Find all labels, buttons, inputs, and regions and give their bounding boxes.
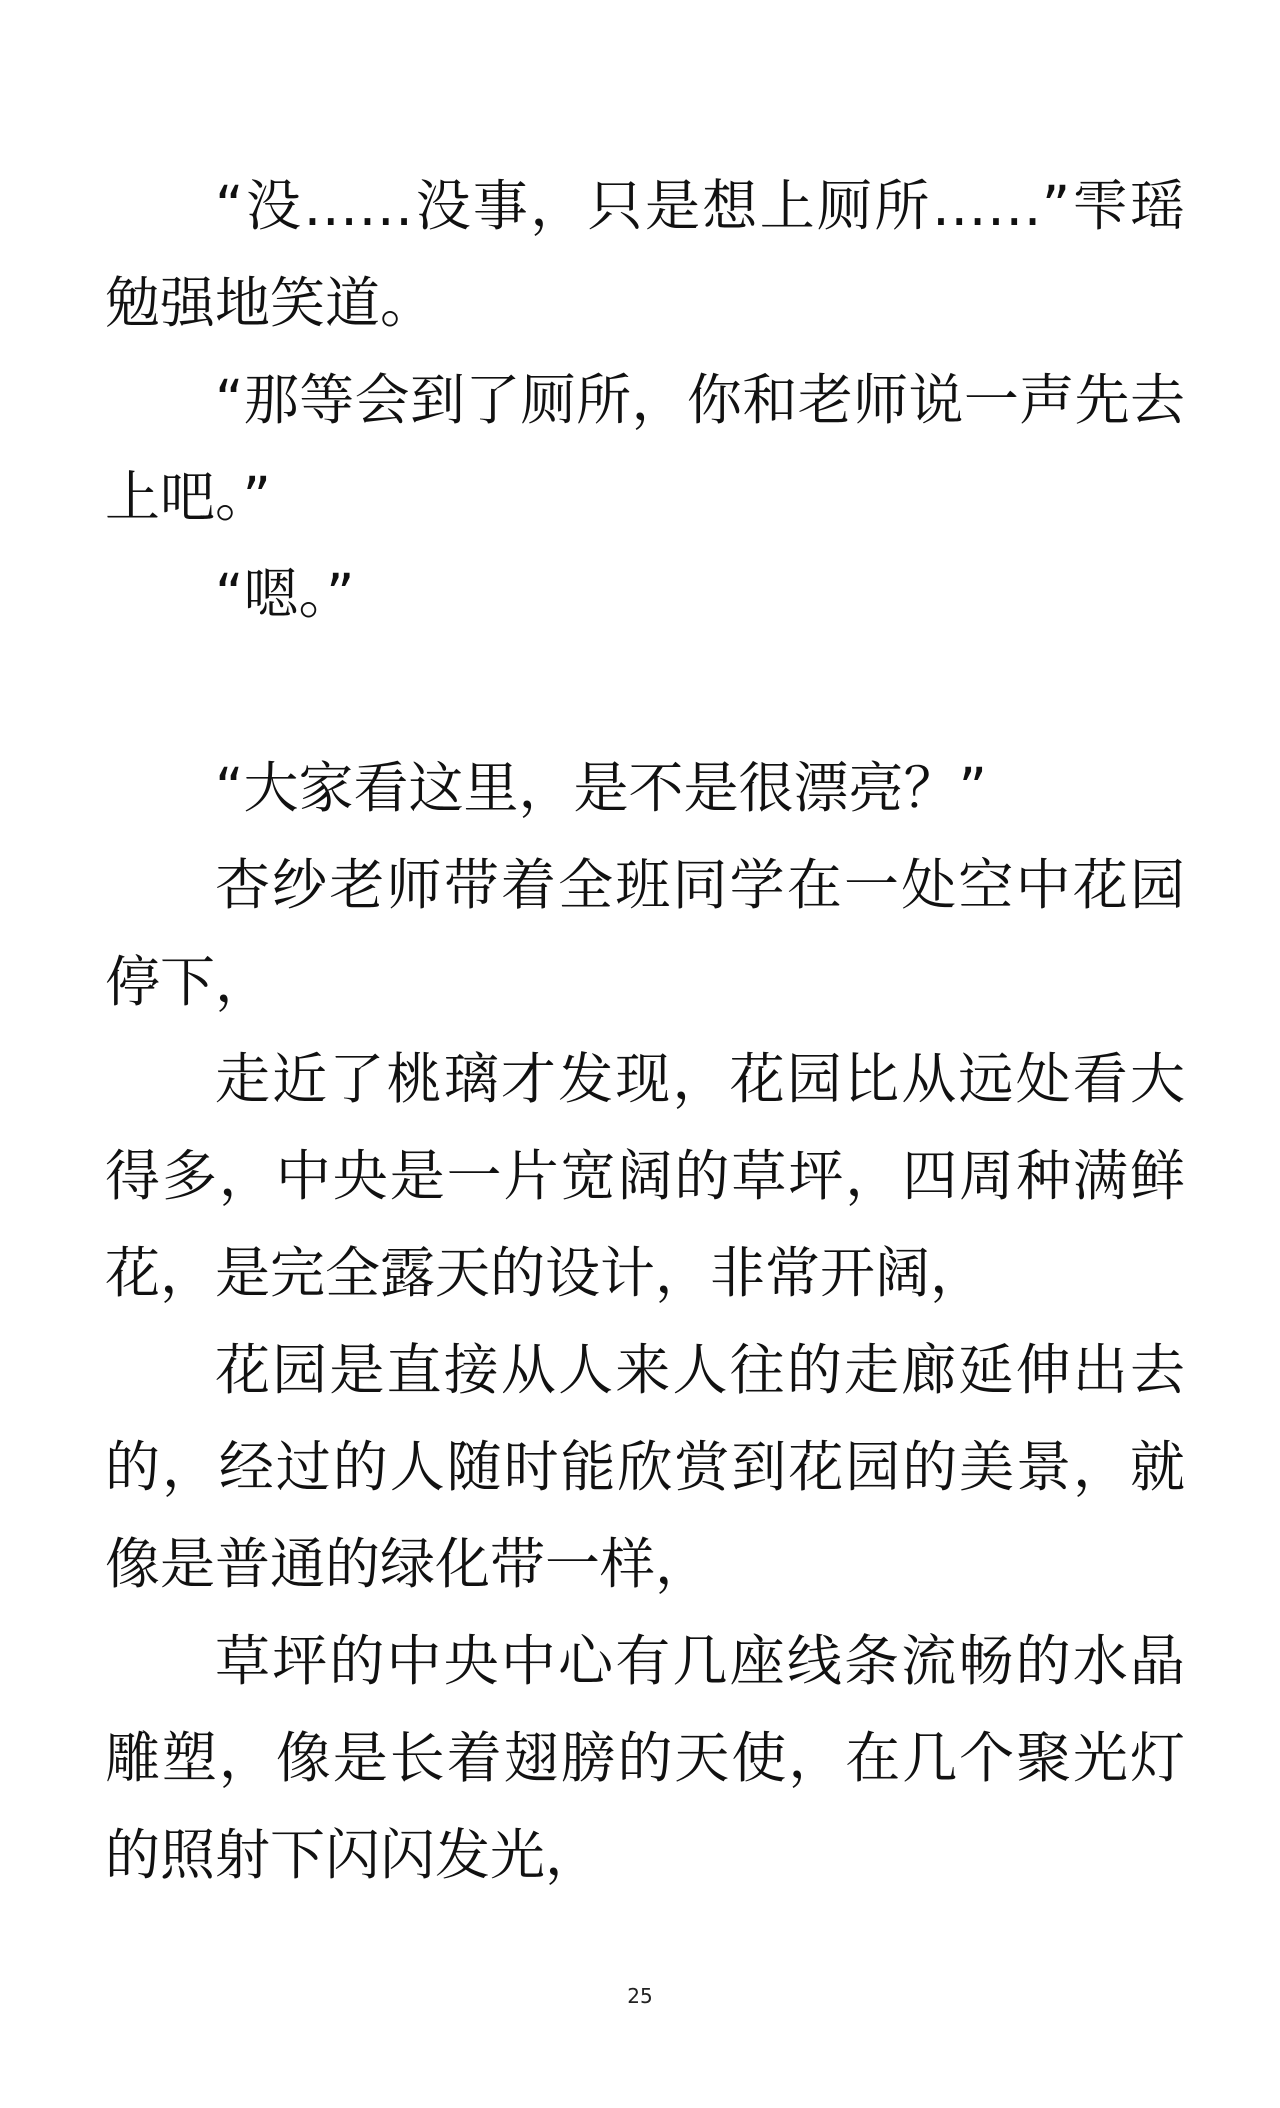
section-break	[105, 643, 1185, 740]
page-number: 25	[627, 1984, 653, 2008]
paragraph: “没……没事，只是想上厕所……”雫瑶勉强地笑道。	[105, 174, 1185, 335]
paragraph: 草坪的中央中心有几座线条流畅的水晶雕塑，像是长着翅膀的天使，在几个聚光灯的照射下闪闪发光，	[105, 1629, 1185, 1887]
body-text	[105, 158, 1185, 1904]
paragraph: “那等会到了厕所，你和老师说一声先去上吧。”	[105, 368, 1185, 529]
paragraph: 杏纱老师带着全班同学在一处空中花园停下，	[105, 853, 1185, 1014]
paragraph: 花园是直接从人来人往的走廊延伸出去的，经过的人随时能欣赏到花园的美景，就像是普通的绿化带一样，	[105, 1338, 1185, 1596]
paragraph: “嗯。”	[215, 562, 355, 626]
paragraph: “大家看这里，是不是很漂亮？”	[215, 756, 987, 820]
paragraph: 走近了桃璃才发现，花园比从远处看大得多，中央是一片宽阔的草坪，四周种满鲜花，是完全露天的设计，非常开阔，	[105, 1047, 1185, 1305]
